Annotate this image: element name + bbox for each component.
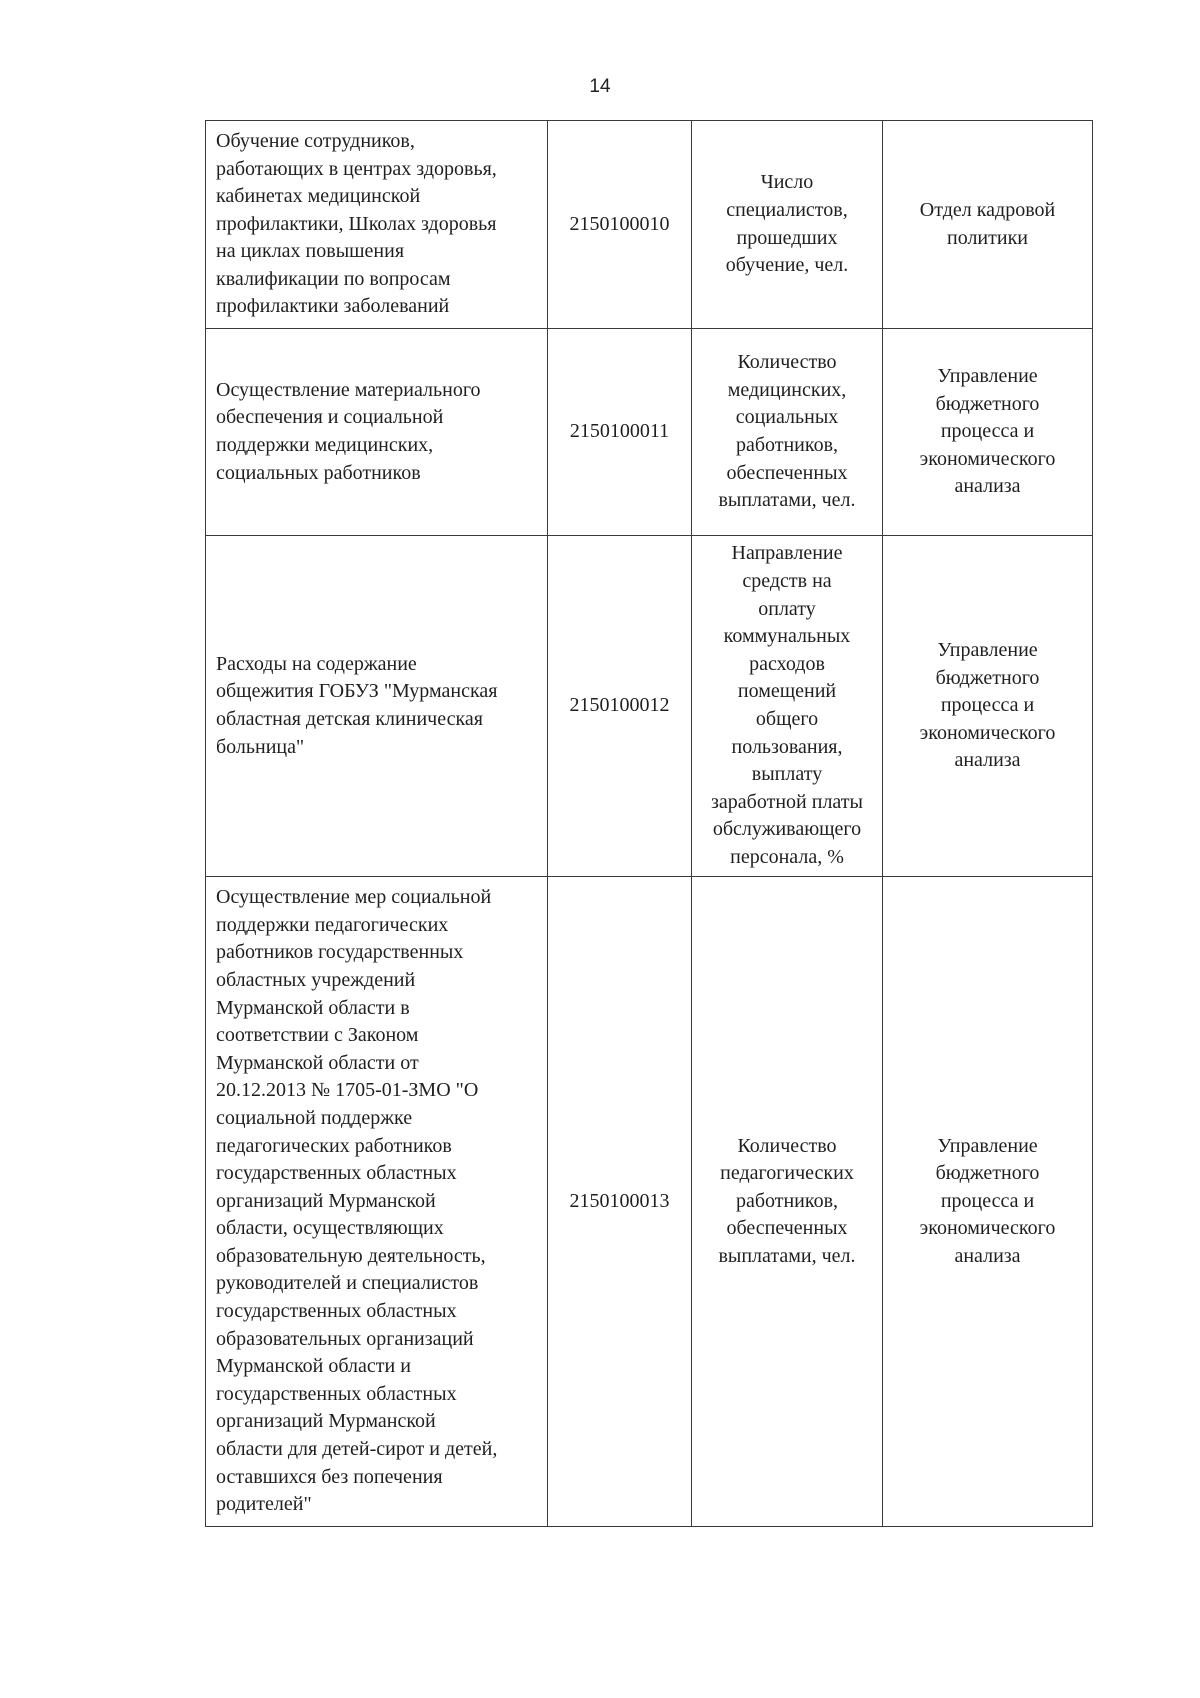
activity-name-cell bbox=[206, 329, 548, 536]
activity-code-cell bbox=[548, 329, 692, 536]
responsible-cell bbox=[883, 329, 1093, 536]
indicator-cell bbox=[692, 329, 883, 536]
responsible-unit: Отдел кадровой политики bbox=[919, 198, 1056, 249]
activity-code: 2150100013 bbox=[569, 1189, 670, 1212]
activity-code-cell bbox=[548, 877, 692, 1527]
responsible-cell bbox=[883, 536, 1093, 877]
indicator: Направление средств на оплату коммунальных расходов помещений общего пользования, выплату заработной платы обслуживающего персонала, % bbox=[711, 542, 863, 868]
activity-name-cell bbox=[206, 121, 548, 329]
indicator: Число специалистов, прошедших обучение, чел. bbox=[725, 171, 849, 277]
activity-code-cell bbox=[548, 536, 692, 877]
activity-name-cell bbox=[206, 877, 548, 1527]
activity-code-cell bbox=[548, 121, 692, 329]
activity-name: Осуществление материального обеспечения и социальной поддержки медицинских, социальных работников bbox=[216, 378, 481, 484]
activity-name: Обучение сотрудников, работающих в центрах здоровья, кабинетах медицинской профилактики, Школах здоровья на циклах повышения квалификации по вопросам профилактики заболеваний bbox=[216, 129, 497, 318]
responsible-unit: Управление бюджетного процесса и экономического анализа bbox=[919, 365, 1056, 498]
responsible-unit: Управление бюджетного процесса и экономического анализа bbox=[919, 1134, 1056, 1267]
table-row bbox=[206, 536, 1093, 877]
indicator-cell bbox=[692, 877, 883, 1527]
indicator: Количество медицинских, социальных работников, обеспеченных выплатами, чел. bbox=[718, 351, 856, 512]
table-row bbox=[206, 329, 1093, 536]
indicator-cell bbox=[692, 536, 883, 877]
responsible-cell bbox=[883, 877, 1093, 1527]
activity-code: 2150100011 bbox=[569, 420, 670, 443]
activity-name-cell bbox=[206, 536, 548, 877]
page-number: 14 bbox=[589, 76, 611, 97]
activity-name: Осуществление мер социальной поддержки педагогических работников государственных областных учреждений Мурманской области в соответствии с Законом Мурманской области от 20.12.2013 № 1705-01-ЗМО "О социальной поддержке педагогических работников государственных областных организаций Мурманской области, осуществляющих образовательную деятельность, руководителей и специалистов государственных областных образовательных организаций Мурманской области и государственных областных организаций Мурманской области для детей-сирот и детей, оставшихся без попечения родителей" bbox=[216, 886, 498, 1516]
indicator-cell bbox=[692, 121, 883, 329]
responsible-unit: Управление бюджетного процесса и экономического анализа bbox=[919, 639, 1056, 772]
activity-code: 2150100010 bbox=[569, 212, 670, 235]
activity-name: Расходы на содержание общежития ГОБУЗ "Мурманская областная детская клиническая больница" bbox=[216, 652, 498, 758]
activity-code: 2150100012 bbox=[569, 694, 670, 717]
table-row bbox=[206, 877, 1093, 1527]
indicator: Количество педагогических работников, обеспеченных выплатами, чел. bbox=[718, 1134, 856, 1267]
table-row bbox=[206, 121, 1093, 329]
program-activities-table bbox=[205, 120, 1093, 1527]
responsible-cell bbox=[883, 121, 1093, 329]
